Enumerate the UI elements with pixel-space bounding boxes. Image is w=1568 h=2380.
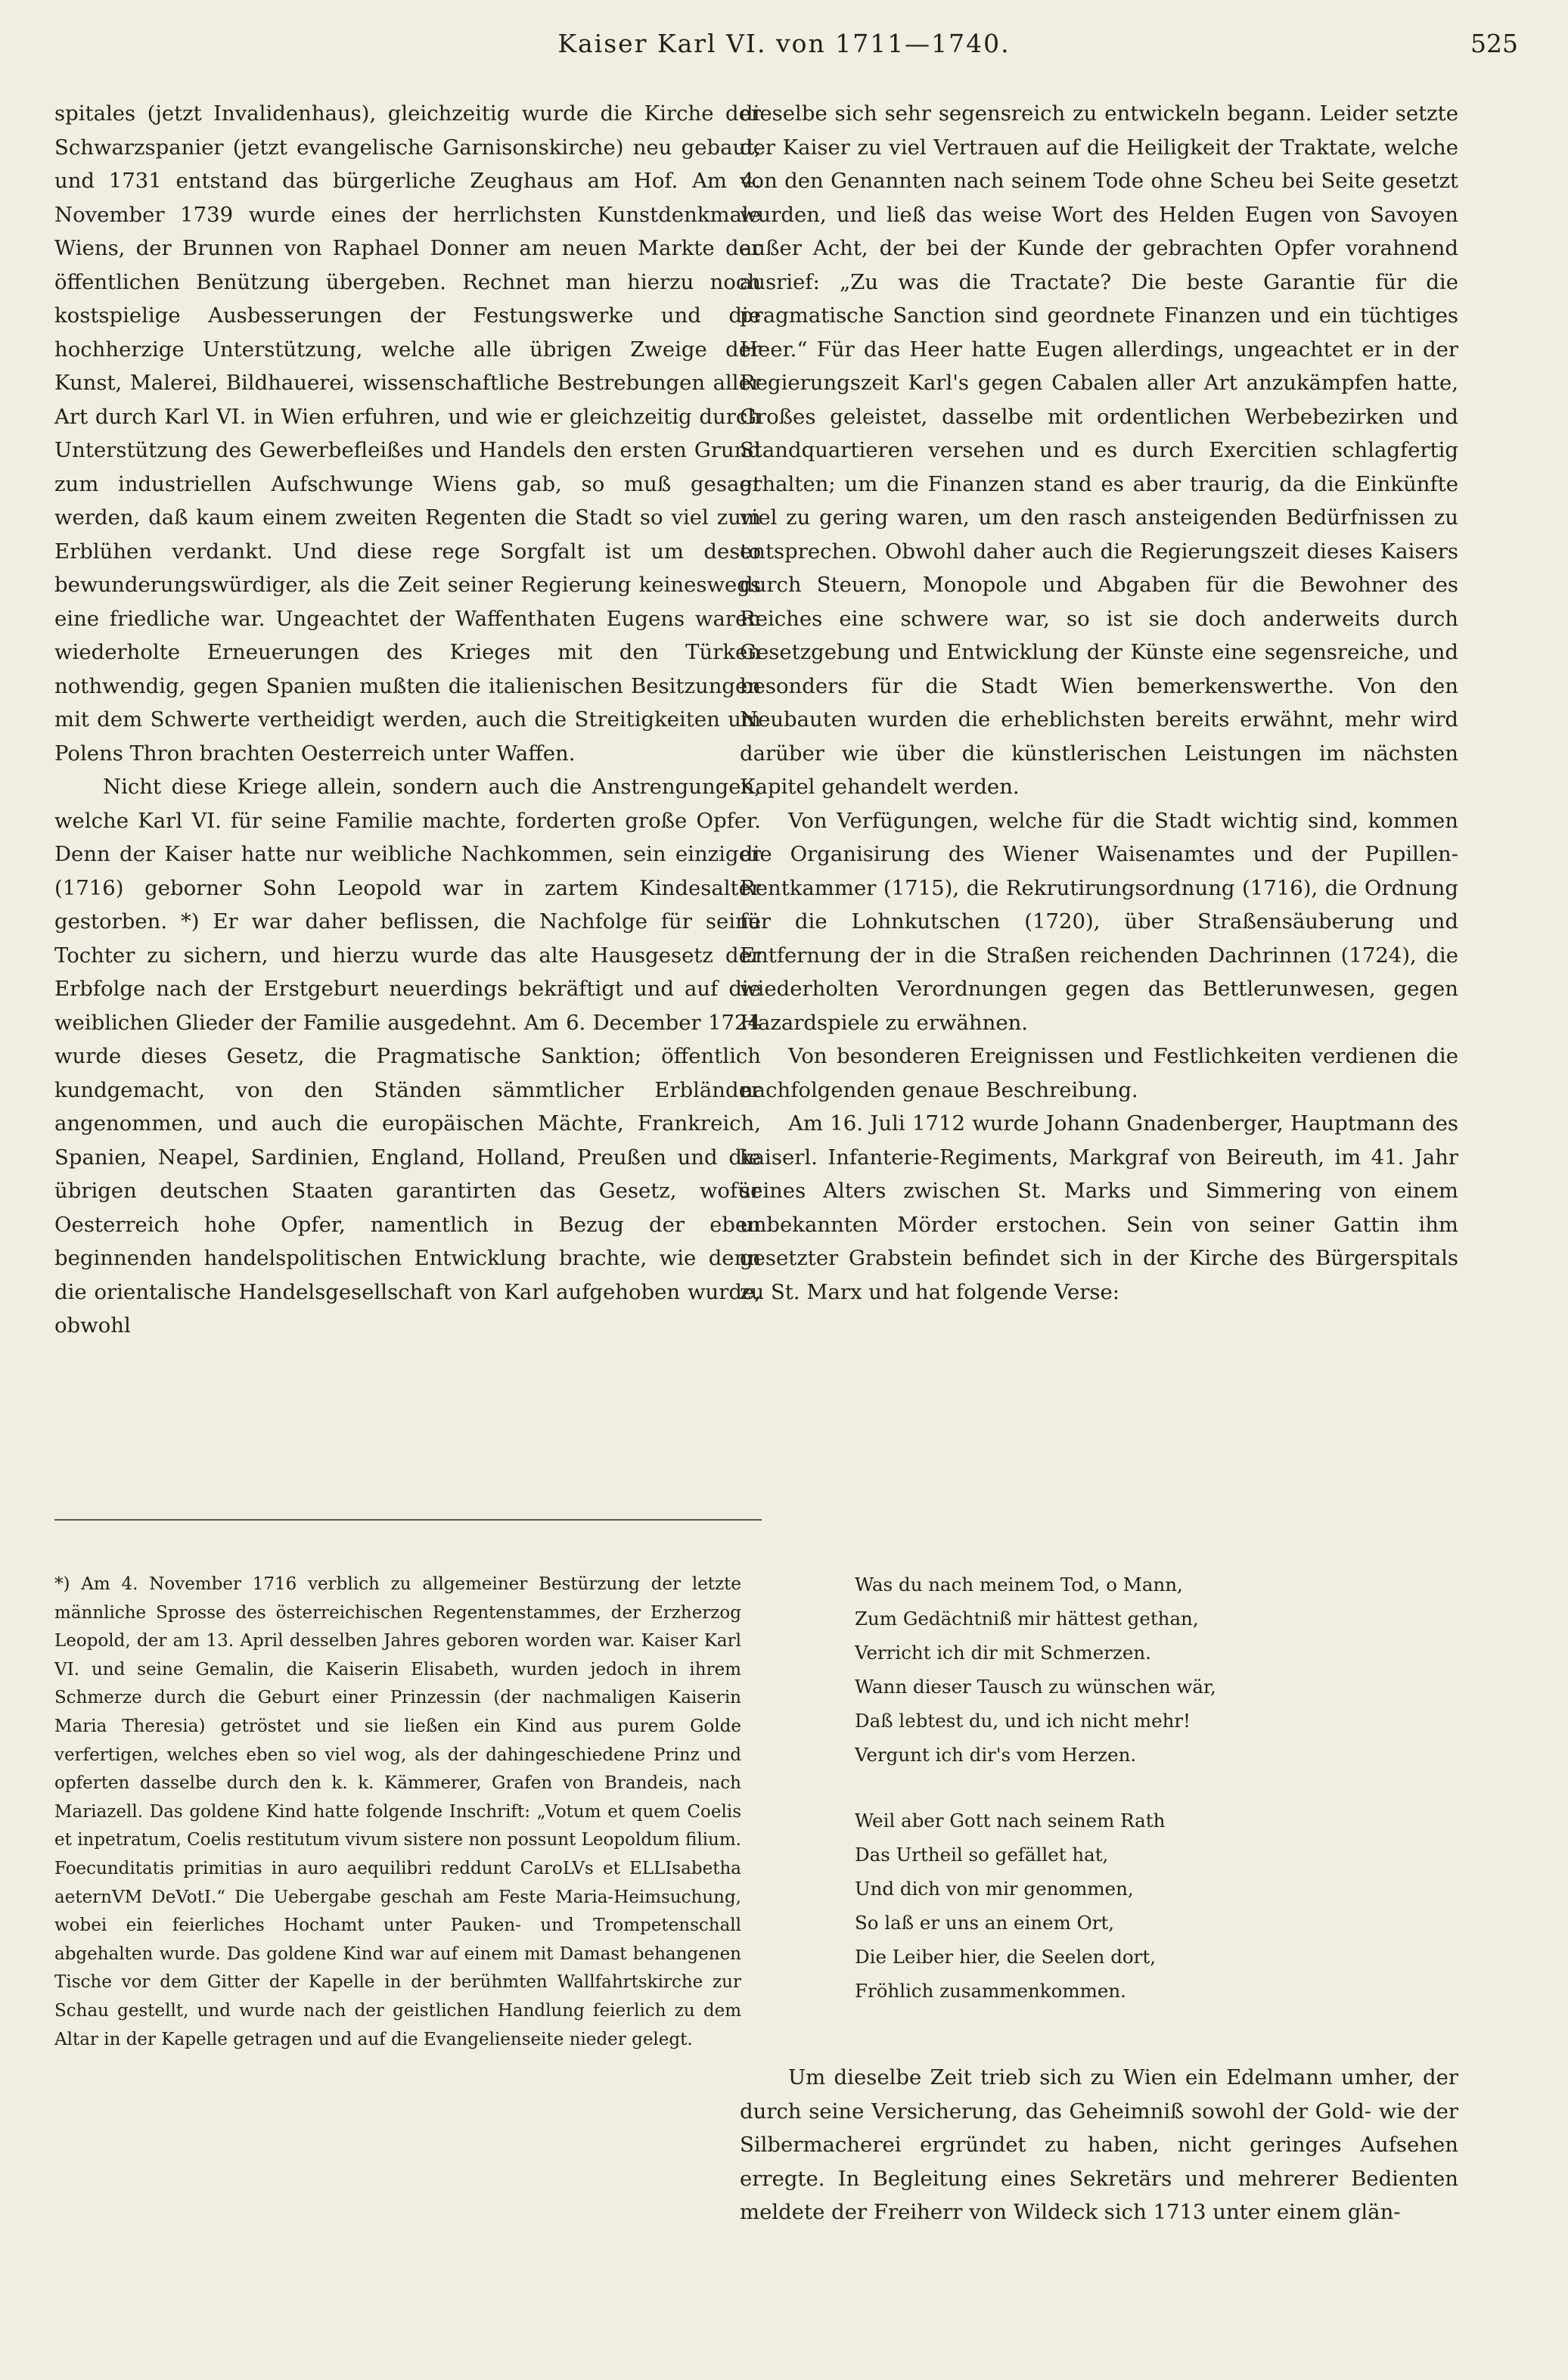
paragraph: dieselbe sich sehr segensreich zu entwickeln begann. Leider setzte der Kaiser zu viel Vertrauen auf die Heiligkeit der Traktate, welche von den Genannten nach seinem Tode ohne Scheu bei Seite gesetzt wurden, und ließ das weise Wort des Helden Eugen von Savoyen außer Acht, der bei der Kunde der gebrachten Opfer vorahnend ausrief: „Zu was die Tractate? Die beste Garantie für die pragmatische Sanction sind geordnete Finanzen und ein tüchtiges Heer.“ Für das Heer hatte Eugen allerdings, ungeachtet er in der Regierungszeit Karl's gegen Cabalen aller Art anzukämpfen hatte, Großes geleistet, dasselbe mit ordentlichen Werbebezirken und Standquartieren versehen und es durch Exercitien schlagfertig erhalten; um die Finanzen stand es aber traurig, da die Einkünfte viel zu gering waren, um den rasch ansteigenden Bedürfnissen zu entsprechen. Obwohl daher auch die Regierungszeit dieses Kaisers durch Steuern, Monopole und Abgaben für die Bewohner des Reiches eine schwere war, so ist sie doch anderweits durch Gesetzgebung und Entwicklung der Künste eine segensreiche, und besonders für die Stadt Wien bemerkenswerthe. Von den Neubauten wurden die erheblichsten bereits erwähnt, mehr wird darüber wie über die künstlerischen Leistungen im nächsten Kapitel gehandelt werden.: [740, 101, 1458, 799]
poem-line: Wann dieser Tausch zu wünschen wär,: [855, 1676, 1216, 1698]
poem-line: Verricht ich dir mit Schmerzen.: [855, 1642, 1151, 1664]
poem-line: Fröhlich zusammenkommen.: [855, 1980, 1126, 2002]
running-title: Kaiser Karl VI. von 1711—1740.: [557, 29, 1011, 58]
paragraph: Von Verfügungen, welche für die Stadt wichtig sind, kommen die Organisirung des Wiener Waisenamtes und der Pupillen-Rentkammer (1715), die Rekrutirungsordnung (1716), die Ordnung für die Lohnkutschen (1720), über Straßensäuberung und Entfernung der in die Straßen reichenden Dachrinnen (1724), die wiederholten Verordnungen gegen das Bettlerunwesen, gegen Hazardspiele zu erwähnen.: [740, 808, 1458, 1035]
paragraph: spitales (jetzt Invalidenhaus), gleichzeitig wurde die Kirche der Schwarzspanier (jetzt evangelische Garnisonskirche) neu gebaut, und 1731 entstand das bürgerliche Zeughaus am Hof. Am 4. November 1739 wurde eines der herrlichsten Kunstdenkmale Wiens, der Brunnen von Raphael Donner am neuen Markte der öffentlichen Benützung übergeben. Rechnet man hierzu noch kostspielige Ausbesserungen der Festungswerke und die hochherzige Unterstützung, welche alle übrigen Zweige der Kunst, Malerei, Bildhauerei, wissenschaftliche Bestrebungen aller Art durch Karl VI. in Wien erfuhren, und wie er gleichzeitig durch Unterstützung des Gewerbefleißes und Handels den ersten Grund zum industriellen Aufschwunge Wiens gab, so muß gesagt werden, daß kaum einem zweiten Regenten die Stadt so viel zum Erblühen verdankt. Und diese rege Sorgfalt ist um desto bewunderungswürdiger, als die Zeit seiner Regierung keineswegs eine friedliche war. Ungeachtet der Waffenthaten Eugens waren wiederholte Erneuerungen des Krieges mit den Türken nothwendig, gegen Spanien mußten die italienischen Besitzungen mit dem Schwerte vertheidigt werden, auch die Streitigkeiten um Polens Thron brachten Oesterreich unter Waffen.: [54, 101, 761, 766]
epitaph-poem: [855, 1568, 1384, 2040]
paragraph: Von besonderen Ereignissen und Festlichkeiten verdienen die nachfolgenden genaue Beschreibung.: [740, 1044, 1458, 1102]
poem-line: Zum Gedächtniß mir hättest gethan,: [855, 1608, 1199, 1630]
poem-line: Vergunt ich dir's vom Herzen.: [855, 1744, 1137, 1766]
poem-line: Die Leiber hier, die Seelen dort,: [855, 1946, 1157, 1968]
poem-line: Und dich von mir genommen,: [855, 1878, 1134, 1900]
footnote-divider: [54, 1519, 762, 1521]
poem-stanza: [855, 1568, 1384, 1772]
poem-line: Weil aber Gott nach seinem Rath: [855, 1810, 1166, 1832]
right-column: [740, 97, 1458, 1309]
poem-line: Daß lebtest du, und ich nicht mehr!: [855, 1710, 1191, 1732]
running-head: [0, 26, 1568, 64]
footnote-text: *) Am 4. November 1716 verblich zu allgemeiner Bestürzung der letzte männliche Sprosse des österreichischen Regentenstammes, der Erzherzog Leopold, der am 13. April desselben Jahres geboren worden war. Kaiser Karl VI. und seine Gemalin, die Kaiserin Elisabeth, wurden jedoch in ihrem Schmerze durch die Geburt einer Prinzessin (der nachmaligen Kaiserin Maria Theresia) getröstet und sie ließen ein Kind aus purem Golde verfertigen, welches eben so viel wog, als der dahingeschiedene Prinz und opferten dasselbe durch den k. k. Kämmerer, Grafen von Brandeis, nach Mariazell. Das goldene Kind hatte folgende Inschrift: „Votum et quem Coelis et inpetratum, Coelis restitutum vivum sistere non possunt Leopoldum filium. Foecunditatis primitias in auro aequilibri reddunt CaroLVs et ELLIsabetha aeternVM DeVotI.“ Die Uebergabe geschah am Feste Maria-Heimsuchung, wobei ein feierliches Hochamt unter Pauken- und Trompetenschall abgehalten wurde. Das goldene Kind war auf einem mit Damast behangenen Tische vor dem Gitter der Kapelle in der berühmten Wallfahrtskirche zur Schau gestellt, und wurde nach der geistlichen Handlung feierlich zu dem Altar in der Kapelle getragen und auf die Evangelienseite nieder gelegt.: [54, 1574, 741, 2049]
poem-line: Das Urtheil so gefället hat,: [855, 1844, 1109, 1866]
paragraph: Nicht diese Kriege allein, sondern auch die Anstrengungen, welche Karl VI. für seine Familie machte, forderten große Opfer. Denn der Kaiser hatte nur weibliche Nachkommen, sein einziger (1716) geborner Sohn Leopold war in zartem Kindesalter gestorben. *) Er war daher beflissen, die Nachfolge für seine Tochter zu sichern, und hierzu wurde das alte Hausgesetz der Erbfolge nach der Erstgeburt neuerdings bekräftigt und auf die weiblichen Glieder der Familie ausgedehnt. Am 6. December 1724 wurde dieses Gesetz, die Pragmatische Sanktion; öffentlich kundgemacht, von den Ständen sämmtlicher Erbländer angenommen, und auch die europäischen Mächte, Frankreich, Spanien, Neapel, Sardinien, England, Holland, Preußen und die übrigen deutschen Staaten garantirten das Gesetz, wofür Oesterreich hohe Opfer, namentlich in Bezug der eben beginnenden handelspolitischen Entwicklung brachte, wie denn die orientalische Handelsgesellschaft von Karl aufgehoben wurde, obwohl: [54, 775, 761, 1338]
closing-paragraph-block: [740, 2061, 1458, 2229]
poem-line: Was du nach meinem Tod, o Mann,: [855, 1574, 1183, 1595]
page-number: 525: [1470, 29, 1518, 58]
poem-stanza: [855, 1804, 1384, 2008]
paragraph: Am 16. Juli 1712 wurde Johann Gnadenberger, Hauptmann des kaiserl. Infanterie-Regiments, Markgraf von Beireuth, im 41. Jahr seines Alters zwischen St. Marks und Simmering von einem unbekannten Mörder erstochen. Sein von seiner Gattin ihm gesetzter Grabstein befindet sich in der Kirche des Bürgerspitals zu St. Marx und hat folgende Verse:: [740, 1111, 1458, 1304]
footnote: [54, 1571, 741, 2054]
paragraph: Um dieselbe Zeit trieb sich zu Wien ein Edelmann umher, der durch seine Versicherung, das Geheimniß sowohl der Gold- wie der Silbermacherei ergründet zu haben, nicht geringes Aufsehen erregte. In Begleitung eines Sekretärs und mehrerer Bedienten meldete der Freiherr von Wildeck sich 1713 unter einem glän-: [740, 2065, 1458, 2224]
left-column: [54, 97, 761, 1343]
poem-line: So laß er uns an einem Ort,: [855, 1912, 1115, 1934]
